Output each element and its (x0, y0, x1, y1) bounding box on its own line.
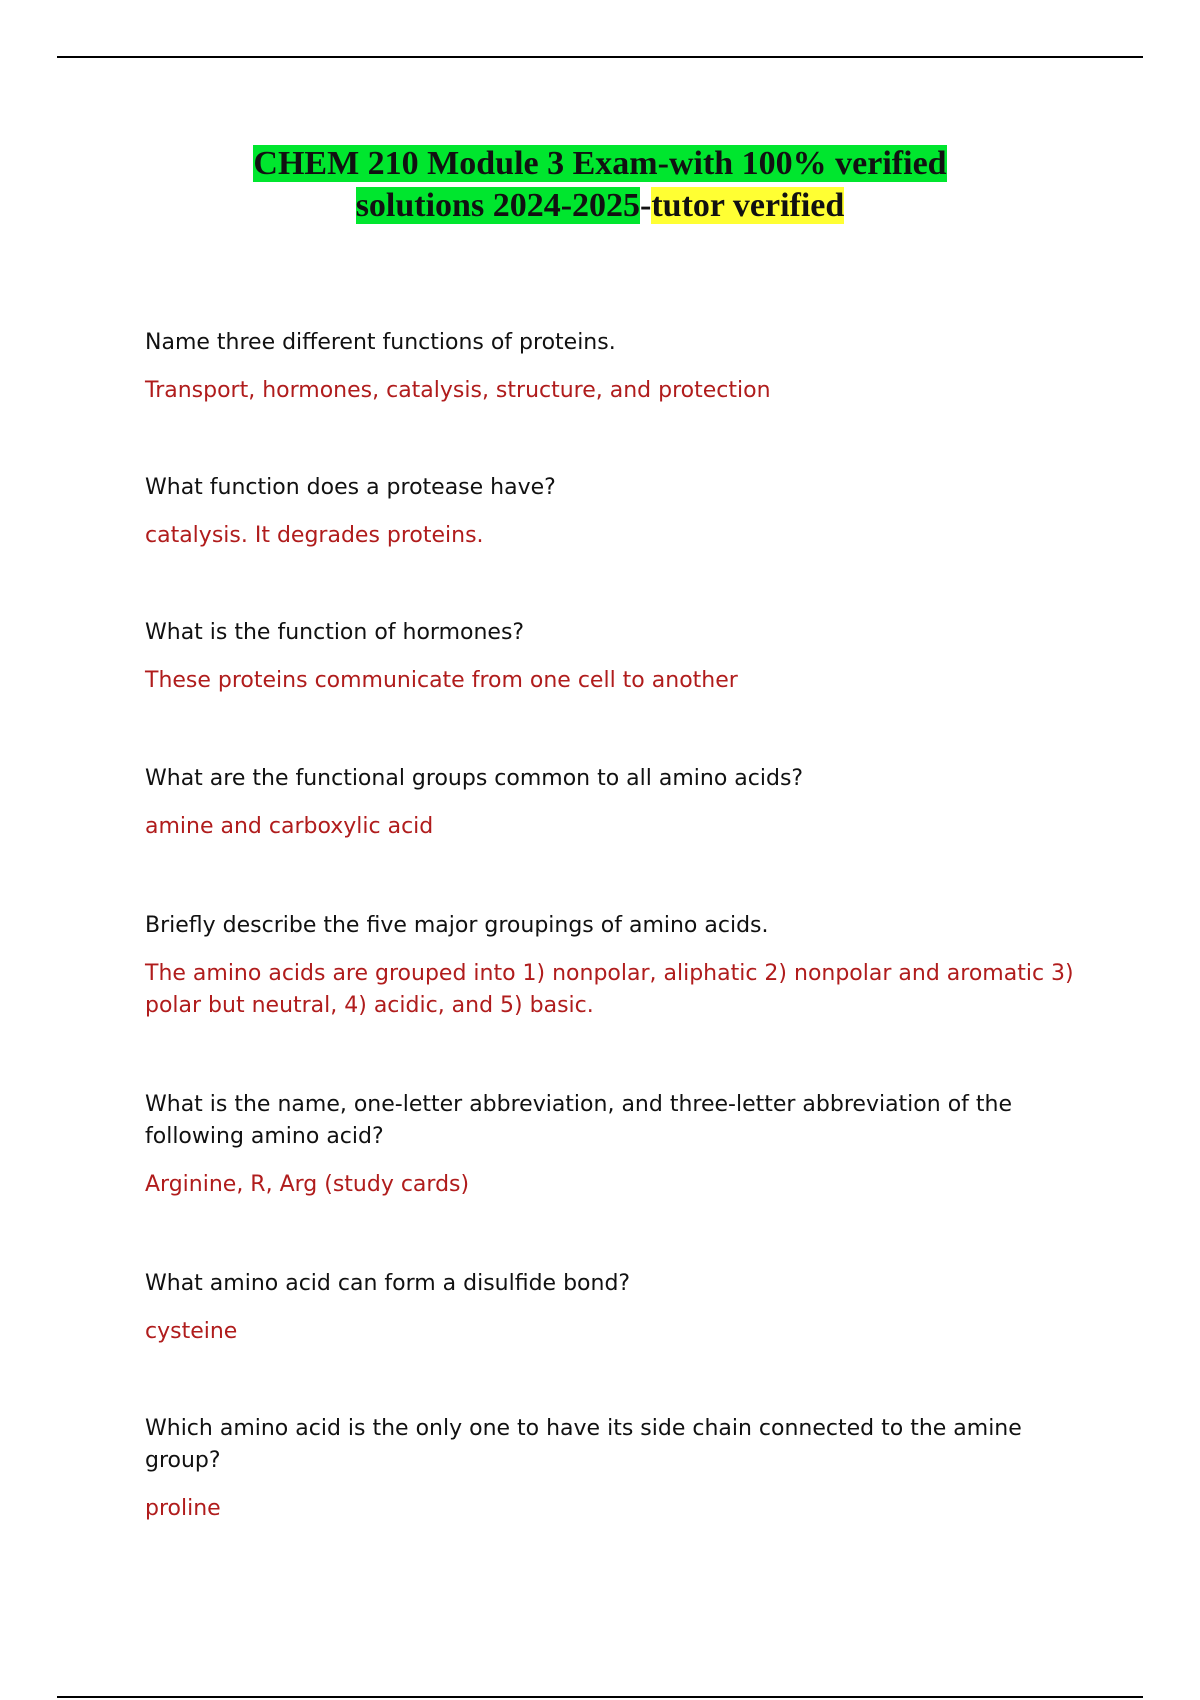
qa-item-6 (145, 1089, 1075, 1201)
bottom-rule (57, 1696, 1143, 1698)
title-separator: - (640, 187, 652, 224)
question: Name three different functions of proteins. (145, 330, 616, 355)
answer: cysteine (145, 1319, 238, 1344)
question: What amino acid can form a disulfide bond? (145, 1271, 631, 1296)
title-line-2: solutions 2024-2025 (355, 187, 641, 224)
qa-item-3 (145, 617, 1075, 697)
page-title (0, 143, 1200, 227)
answer: proline (145, 1496, 221, 1521)
qa-item-2 (145, 472, 1075, 552)
question: What is the name, one-letter abbreviation, and three-letter abbreviation of the following amino acid? (145, 1092, 1012, 1149)
qa-item-1 (145, 327, 1075, 407)
qa-item-5 (145, 910, 1075, 1022)
answer: These proteins communicate from one cell to another (145, 668, 738, 693)
qa-item-8 (145, 1413, 1075, 1525)
question: What function does a protease have? (145, 475, 556, 500)
question: What is the function of hormones? (145, 620, 525, 645)
title-line-1: CHEM 210 Module 3 Exam-with 100% verified (253, 145, 947, 182)
qa-item-7 (145, 1268, 1075, 1348)
question: What are the functional groups common to all amino acids? (145, 766, 804, 791)
question: Briefly describe the five major groupings of amino acids. (145, 913, 769, 938)
title-tutor-verified: tutor verified (651, 187, 845, 224)
question: Which amino acid is the only one to have its side chain connected to the amine group? (145, 1416, 1022, 1473)
answer: Arginine, R, Arg (study cards) (145, 1172, 470, 1197)
answer: The amino acids are grouped into 1) nonpolar, aliphatic 2) nonpolar and aromatic 3) polar but neutral, 4) acidic, and 5) basic. (145, 961, 1074, 1018)
top-rule (57, 56, 1143, 58)
answer: Transport, hormones, catalysis, structure, and protection (145, 378, 771, 403)
qa-item-4 (145, 763, 1075, 843)
answer: catalysis. It degrades proteins. (145, 523, 484, 548)
answer: amine and carboxylic acid (145, 814, 434, 839)
